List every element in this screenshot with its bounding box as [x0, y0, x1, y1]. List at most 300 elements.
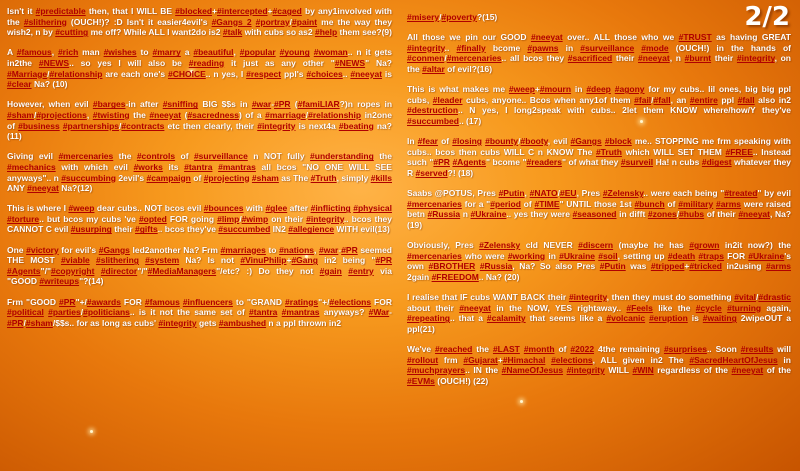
text-run: ) of a	[238, 109, 266, 120]
hashtag-link[interactable]: #results	[740, 344, 774, 354]
hashtag-link[interactable]: #slithering	[23, 16, 67, 27]
hashtag-link[interactable]: #famous	[16, 47, 52, 58]
text-run: " Na?	[365, 57, 392, 68]
hashtag-link[interactable]: #sham	[7, 109, 34, 120]
text-run: over.. ALL those who we	[562, 32, 679, 43]
hashtag-link[interactable]: #surveil	[620, 157, 654, 168]
hashtag-link[interactable]: #cutting	[55, 27, 89, 38]
text-run: .. so yes I will also be	[69, 57, 189, 68]
hashtag-link[interactable]: #losing	[452, 136, 482, 147]
hashtag-link[interactable]: #succumbing	[61, 172, 116, 183]
hashtag-link[interactable]: #works	[133, 161, 163, 172]
hashtag-link[interactable]: #fall	[737, 94, 755, 105]
hashtag-link[interactable]: #death	[667, 250, 696, 261]
hashtag-link[interactable]: #readers	[526, 157, 562, 168]
hashtag-link[interactable]: #marriages	[220, 244, 266, 255]
hashtag-link[interactable]: #Ukraine	[559, 250, 596, 261]
hashtag-link[interactable]: #turning	[727, 302, 762, 313]
hashtag-link[interactable]: #gifts	[135, 224, 158, 235]
text-run: .. (17)	[458, 115, 482, 126]
hashtag-link[interactable]: #TRUST	[678, 32, 712, 43]
text-run: .. n yes, I	[205, 68, 247, 79]
hashtag-link[interactable]: #integrity	[736, 53, 775, 64]
hashtag-link[interactable]: #rollout	[407, 354, 439, 365]
text-run: then, that I WILL BE	[85, 6, 176, 16]
hashtag-link[interactable]: #slithering	[95, 255, 139, 266]
hashtag-link[interactable]: #succumbed	[218, 224, 271, 235]
text-run: +	[684, 261, 690, 272]
hashtag-link[interactable]: #NameOfJesus	[501, 365, 564, 376]
hashtag-link[interactable]: #integrity	[306, 213, 344, 224]
hashtag-link[interactable]: #copyright	[50, 265, 95, 276]
hashtag-link[interactable]: #arms	[765, 261, 792, 272]
text-run: a	[180, 47, 194, 58]
text-run: , Pres	[576, 188, 603, 199]
hashtag-link[interactable]: #waiting	[702, 313, 737, 324]
text-run: "/"	[40, 265, 51, 276]
hashtag-link[interactable]: #Putin	[599, 261, 626, 272]
hashtag-link[interactable]: #vital	[734, 292, 757, 303]
hashtag-link[interactable]: #Zelensky	[602, 188, 644, 199]
hashtag-link[interactable]: #relationship	[308, 109, 362, 120]
hashtag-link[interactable]: #grown	[689, 240, 720, 251]
hashtag-link[interactable]: #projections	[36, 109, 87, 120]
hashtag-link[interactable]: #mercenaries	[446, 53, 502, 64]
hashtag-link[interactable]: #weep	[508, 84, 535, 95]
text-run: FOR going	[166, 213, 218, 224]
hashtag-link[interactable]: #Russia	[427, 209, 461, 220]
hashtag-link[interactable]: #neeyat	[459, 302, 491, 313]
hashtag-link[interactable]: #choices	[306, 68, 343, 79]
hashtag-link[interactable]: #mode	[641, 42, 669, 53]
hashtag-link[interactable]: #mechanics	[7, 161, 56, 172]
hashtag-link[interactable]: #paint	[292, 16, 318, 27]
hashtag-link[interactable]: #EVMs	[407, 375, 435, 386]
hashtag-link[interactable]: #torture	[7, 213, 40, 224]
hashtag-link[interactable]: #sacredness	[187, 109, 239, 120]
hashtag-link[interactable]: #sham	[25, 317, 53, 328]
hashtag-link[interactable]: #glee	[265, 203, 288, 214]
hashtag-link[interactable]: #pawns	[527, 42, 559, 53]
hashtag-link[interactable]: #rich	[57, 47, 79, 58]
hashtag-link[interactable]: #succumbed	[407, 115, 459, 126]
hashtag-link[interactable]: #digest	[701, 157, 732, 168]
text-run: /	[305, 109, 309, 120]
text-run: WITH evil(13)	[334, 224, 390, 235]
text-run: frm	[438, 354, 464, 365]
text-run: (	[181, 109, 188, 120]
hashtag-link[interactable]: #director	[100, 265, 138, 276]
hashtag-link[interactable]: #PR	[433, 157, 450, 168]
text-run: Ha! n cubs	[653, 157, 702, 168]
text-run: +	[267, 6, 273, 16]
hashtag-link[interactable]: #famiLIAR	[297, 99, 340, 110]
text-run: to "GRAND	[232, 296, 286, 307]
hashtag-link[interactable]: #ratings	[285, 296, 319, 307]
text-run: /	[439, 12, 442, 22]
text-run: also in2	[754, 94, 791, 105]
hashtag-link[interactable]: #opted	[138, 213, 167, 224]
hashtag-link[interactable]: #2022	[570, 344, 595, 354]
hashtag-link[interactable]: #political	[7, 307, 44, 318]
hashtag-link[interactable]: #surprises	[663, 344, 707, 354]
hashtag-link[interactable]: #beating	[338, 120, 374, 131]
hashtag-link[interactable]: #Gangs 2	[211, 16, 252, 27]
hashtag-link[interactable]: #discern	[578, 240, 614, 251]
hashtag-link[interactable]: #Gang	[291, 255, 318, 266]
hashtag-link[interactable]: #sham	[251, 172, 279, 183]
hashtag-link[interactable]: #bounty	[485, 136, 519, 147]
text-run: via "GOOD	[7, 265, 392, 287]
hashtag-link[interactable]: #cycle	[695, 302, 722, 313]
hashtag-link[interactable]: #talk	[222, 27, 243, 38]
hashtag-link[interactable]: #FREEDOM	[431, 271, 479, 282]
hashtag-link[interactable]: #working	[507, 250, 546, 261]
hashtag-link[interactable]: #elections	[329, 296, 372, 307]
hashtag-link[interactable]: #Putin	[498, 188, 525, 199]
hashtag-link[interactable]: #kills	[370, 172, 392, 183]
hashtag-link[interactable]: #volcanic	[606, 313, 646, 324]
text-run: FOR	[120, 296, 145, 307]
hashtag-link[interactable]: #intercepted	[217, 6, 268, 16]
hashtag-link[interactable]: #mercenaries	[407, 250, 462, 261]
hashtag-link[interactable]: #Truth	[310, 172, 337, 183]
hashtag-link[interactable]: #period	[490, 198, 521, 209]
hashtag-link[interactable]: #marriage	[265, 109, 306, 120]
text-run: "+/	[318, 296, 330, 307]
text-run: are each one's	[102, 68, 168, 79]
hashtag-link[interactable]: #neeyat	[350, 68, 383, 79]
hashtag-link[interactable]: #entry	[348, 265, 374, 276]
hashtag-link[interactable]: #caged	[272, 6, 302, 16]
text-run: .. IN the	[465, 365, 502, 376]
paragraph	[407, 136, 791, 178]
hashtag-link[interactable]: #War	[368, 307, 390, 318]
text-run: in2one of	[7, 109, 392, 131]
paragraph	[407, 292, 791, 334]
hashtag-link[interactable]: #altar	[422, 63, 445, 74]
text-run: , setting up	[617, 250, 668, 261]
text-run: FOR	[723, 250, 749, 261]
text-run: " of what they	[561, 157, 621, 168]
hashtag-link[interactable]: #SacredHeartOfJesus	[689, 354, 778, 365]
hashtag-link[interactable]: #gain	[319, 265, 342, 276]
text-run: regardless of the	[653, 365, 732, 376]
hashtag-link[interactable]: #mantras	[218, 161, 256, 172]
hashtag-link[interactable]: #young	[279, 47, 310, 58]
text-run: Na? (10)	[31, 79, 68, 90]
text-run: like the	[652, 302, 696, 313]
hashtag-link[interactable]: #Gangs	[98, 244, 130, 255]
hashtag-link[interactable]: #beautiful	[193, 47, 234, 58]
hashtag-link[interactable]: #bunch	[634, 198, 665, 209]
text-run: na?(11)	[7, 120, 392, 142]
text-run: etc then clearly, their	[164, 120, 258, 131]
hashtag-link[interactable]: #neeyat	[731, 365, 764, 376]
hashtag-link[interactable]: #BROTHER	[428, 261, 476, 272]
text-run: 2wipeOUT a ppl(21)	[407, 313, 792, 334]
hashtag-link[interactable]: #PR	[59, 296, 76, 307]
text-run: as The	[278, 172, 311, 183]
hashtag-link[interactable]: #finally	[456, 42, 486, 53]
hashtag-link[interactable]: #served	[415, 167, 448, 178]
text-run: ?(15)	[476, 12, 498, 22]
hashtag-link[interactable]: #sacrificed	[567, 53, 613, 64]
hashtag-link[interactable]: #war	[251, 99, 272, 110]
hashtag-link[interactable]: #contracts	[121, 120, 165, 131]
text-run: ,	[233, 47, 240, 58]
hashtag-link[interactable]: #neeyat	[738, 209, 770, 220]
hashtag-link[interactable]: #blocked	[175, 6, 213, 16]
hashtag-link[interactable]: #predictable	[35, 6, 86, 16]
hashtag-link[interactable]: #viable	[60, 255, 90, 266]
hashtag-link[interactable]: #PR	[341, 244, 358, 255]
hashtag-link[interactable]: #deep	[586, 84, 611, 95]
hashtag-link[interactable]: #calamity	[486, 313, 526, 324]
hashtag-link[interactable]: #Feels	[626, 302, 653, 313]
hashtag-link[interactable]: #neeyat	[530, 32, 563, 43]
hashtag-link[interactable]: #neeyat	[149, 109, 182, 120]
hashtag-link[interactable]: #mantras	[281, 307, 320, 318]
hashtag-link[interactable]: #traps	[698, 250, 724, 261]
text-run: in2using	[721, 261, 766, 272]
hashtag-link[interactable]: #tantra	[184, 161, 213, 172]
hashtag-link[interactable]: #military	[678, 198, 714, 209]
hashtag-link[interactable]: #neeyat	[27, 183, 59, 194]
hashtag-link[interactable]: #entire	[689, 94, 718, 105]
text-run: that seems like a	[525, 313, 607, 324]
text-run: is next4a	[295, 120, 339, 131]
text-run: it just as any other "	[224, 57, 335, 68]
hashtag-link[interactable]: #business	[18, 120, 60, 131]
text-run: .. Instead such "	[407, 146, 792, 168]
text-run: "?(14)	[79, 276, 104, 287]
hashtag-link[interactable]: #fall	[653, 94, 671, 105]
hashtag-link[interactable]: #seasoned	[572, 209, 617, 220]
text-run: In	[407, 136, 418, 147]
hashtag-link[interactable]: #eruption	[649, 313, 688, 324]
text-run: Isn't it	[7, 6, 36, 16]
text-run: " by evil	[757, 188, 791, 199]
hashtag-link[interactable]: #barges	[92, 99, 126, 110]
text-run: (OUCH!) (22)	[434, 375, 489, 386]
hashtag-link[interactable]: #woman	[313, 47, 348, 58]
hashtag-link[interactable]: #partnerships	[62, 120, 120, 131]
hashtag-link[interactable]: #booty	[520, 136, 548, 147]
text-run: of their	[704, 209, 739, 220]
text-run: "/"	[137, 265, 148, 276]
hashtag-link[interactable]: #usurping	[70, 224, 112, 235]
hashtag-link[interactable]: #fear	[417, 136, 438, 147]
hashtag-link[interactable]: #war	[318, 244, 339, 255]
right-column	[407, 12, 791, 396]
hashtag-link[interactable]: #leader	[432, 94, 463, 105]
paragraph	[7, 6, 392, 38]
hashtag-link[interactable]: #influencers	[182, 296, 233, 307]
text-run: IN2	[270, 224, 289, 235]
paragraph	[7, 47, 392, 89]
hashtag-link[interactable]: #conmen	[407, 53, 445, 64]
hashtag-link[interactable]: #hubs	[679, 209, 705, 220]
hashtag-link[interactable]: #parties	[48, 307, 81, 318]
hashtag-link[interactable]: #controls	[136, 151, 176, 162]
hashtag-link[interactable]: #Gangs	[570, 136, 602, 147]
text-run: "/etc? :) Do they not	[216, 265, 320, 276]
hashtag-link[interactable]: #writeups	[39, 276, 80, 287]
hashtag-link[interactable]: #TIME	[534, 198, 560, 209]
text-run: One	[7, 244, 27, 255]
hashtag-link[interactable]: #tricked	[689, 261, 722, 272]
hashtag-link[interactable]: #neeyat	[638, 53, 670, 64]
text-run: seemed THE MOST	[7, 244, 392, 266]
hashtag-link[interactable]: #PR	[375, 255, 393, 266]
hashtag-link[interactable]: #wishes	[103, 47, 137, 58]
text-run: BIG $$s in	[198, 99, 252, 110]
hashtag-link[interactable]: #VinuPhilip	[240, 255, 287, 266]
text-run: their	[711, 53, 737, 64]
hashtag-link[interactable]: #PR	[274, 99, 291, 110]
hashtag-link[interactable]: #tripped	[650, 261, 685, 272]
hashtag-link[interactable]: #integrity	[407, 42, 445, 53]
hashtag-link[interactable]: #projecting	[203, 172, 250, 183]
hashtag-link[interactable]: #victory	[26, 244, 59, 255]
hashtag-link[interactable]: #CHOICE	[167, 68, 206, 79]
hashtag-link[interactable]: #Truth	[595, 146, 622, 157]
hashtag-link[interactable]: #LAST	[492, 344, 520, 354]
hashtag-link[interactable]: #relationship	[49, 68, 103, 79]
hashtag-link[interactable]: #integrity	[257, 120, 296, 131]
text-run: -	[338, 244, 342, 255]
hashtag-link[interactable]: #popular	[239, 47, 276, 58]
hashtag-link[interactable]: #inflicting	[310, 203, 351, 214]
hashtag-link[interactable]: #Ukraine	[470, 209, 507, 220]
text-run: .. but bcos my cubs 've	[39, 213, 139, 224]
hashtag-link[interactable]: #destruction	[407, 105, 459, 116]
hashtag-link[interactable]: #Agents	[7, 265, 41, 276]
text-run: /	[47, 68, 50, 79]
hashtag-link[interactable]: #sniffing	[162, 99, 199, 110]
text-run: (OUCH!)? :D Isn't it easier4evil's	[66, 16, 212, 27]
text-run: n a ppl thrown in2	[266, 317, 342, 328]
hashtag-link[interactable]: #fail	[634, 94, 652, 105]
text-run: .. all bcos they	[501, 53, 568, 64]
hashtag-link[interactable]: #mercenaries	[58, 151, 114, 162]
hashtag-link[interactable]: #Zelensky	[479, 240, 521, 251]
hashtag-link[interactable]: #awards	[86, 296, 121, 307]
hashtag-link[interactable]: #repeating	[407, 313, 450, 324]
hashtag-link[interactable]: #NEWS	[334, 57, 366, 68]
hashtag-link[interactable]: #weep	[68, 203, 95, 214]
hashtag-link[interactable]: #Himachal	[502, 354, 546, 365]
hashtag-link[interactable]: #surveillance	[580, 42, 635, 53]
hashtag-link[interactable]: #Agents	[452, 157, 486, 168]
hashtag-link[interactable]: #arms	[715, 198, 742, 209]
text-run: +	[212, 6, 217, 16]
hashtag-link[interactable]: #limp	[217, 213, 240, 224]
hashtag-link[interactable]: #Ukraine	[748, 250, 785, 261]
hashtag-link[interactable]: #tantra	[249, 307, 278, 318]
paragraph	[407, 188, 791, 230]
paragraph	[407, 84, 791, 126]
hashtag-link[interactable]: #campaign	[146, 172, 191, 183]
paragraph	[407, 12, 791, 23]
hashtag-link[interactable]: #PR	[7, 317, 24, 328]
hashtag-link[interactable]: #marry	[152, 47, 181, 58]
hashtag-link[interactable]: #physical	[353, 203, 392, 214]
hashtag-link[interactable]: #Gujarat	[463, 354, 498, 365]
text-run: its	[162, 161, 185, 172]
text-run: ..	[444, 42, 457, 53]
hashtag-link[interactable]: #treated	[724, 188, 758, 199]
text-run: This is what makes me	[407, 84, 509, 95]
hashtag-link[interactable]: #surveillance	[193, 151, 248, 162]
hashtag-link[interactable]: #Marriage	[7, 68, 48, 79]
text-run: /	[444, 53, 447, 64]
hashtag-link[interactable]: #block	[604, 136, 632, 147]
hashtag-link[interactable]: #EU	[560, 188, 577, 199]
hashtag-link[interactable]: #muchprayers	[407, 365, 466, 376]
hashtag-link[interactable]: #agony	[614, 84, 645, 95]
hashtag-link[interactable]: #NATO	[529, 188, 558, 199]
hashtag-link[interactable]: #mourn	[539, 84, 572, 95]
hashtag-link[interactable]: #mercenaries	[407, 198, 462, 209]
hashtag-link[interactable]: #WIN	[632, 365, 654, 376]
hashtag-link[interactable]: #allegience	[288, 224, 335, 235]
hashtag-link[interactable]: #bounces	[203, 203, 244, 214]
hashtag-link[interactable]: #month	[523, 344, 555, 354]
hashtag-link[interactable]: #Russia	[479, 261, 513, 272]
hashtag-link[interactable]: #help	[314, 27, 338, 38]
text-run: whatever they R	[407, 157, 791, 178]
text-run: of	[438, 136, 453, 147]
hashtag-link[interactable]: #integrity	[566, 365, 605, 376]
hashtag-link[interactable]: #twisting	[92, 109, 130, 120]
hashtag-link[interactable]: #politicians	[83, 307, 130, 318]
text-run: 2gain	[407, 271, 432, 282]
hashtag-link[interactable]: #zones	[647, 209, 677, 220]
hashtag-link[interactable]: #respect	[246, 68, 282, 79]
hashtag-link[interactable]: #clear	[7, 79, 32, 90]
hashtag-link[interactable]: #NEWS	[38, 57, 70, 68]
text-run: of	[520, 198, 535, 209]
hashtag-link[interactable]: #MediaManagers	[147, 265, 217, 276]
hashtag-link[interactable]: #system	[145, 255, 180, 266]
hashtag-link[interactable]: #elections	[551, 354, 593, 365]
hashtag-link[interactable]: #famous	[144, 296, 180, 307]
hashtag-link[interactable]: #ambushed	[218, 317, 267, 328]
hashtag-link[interactable]: #soil	[598, 250, 618, 261]
paragraph	[407, 240, 791, 282]
paragraph	[407, 344, 791, 386]
hashtag-link[interactable]: #burnt	[684, 53, 712, 64]
hashtag-link[interactable]: #integrity	[158, 317, 197, 328]
hashtag-link[interactable]: #FREE	[725, 146, 753, 157]
hashtag-link[interactable]: #portray	[255, 16, 290, 27]
text-run: /$$s.. for as long as cubs'	[52, 317, 159, 328]
hashtag-link[interactable]: #misery	[407, 12, 440, 22]
hashtag-link[interactable]: #drastic	[758, 292, 791, 303]
hashtag-link[interactable]: #wimp	[241, 213, 269, 224]
hashtag-link[interactable]: #reading	[188, 57, 225, 68]
hashtag-link[interactable]: #understanding	[310, 151, 374, 162]
text-run: , simply	[336, 172, 371, 183]
hashtag-link[interactable]: #integrity	[568, 292, 607, 303]
text-run: "+/	[75, 296, 87, 307]
hashtag-link[interactable]: #nations	[279, 244, 315, 255]
hashtag-link[interactable]: #reached	[435, 344, 473, 354]
text-run: , then they must do something	[606, 292, 735, 303]
hashtag-link[interactable]: #poverty	[441, 12, 477, 22]
